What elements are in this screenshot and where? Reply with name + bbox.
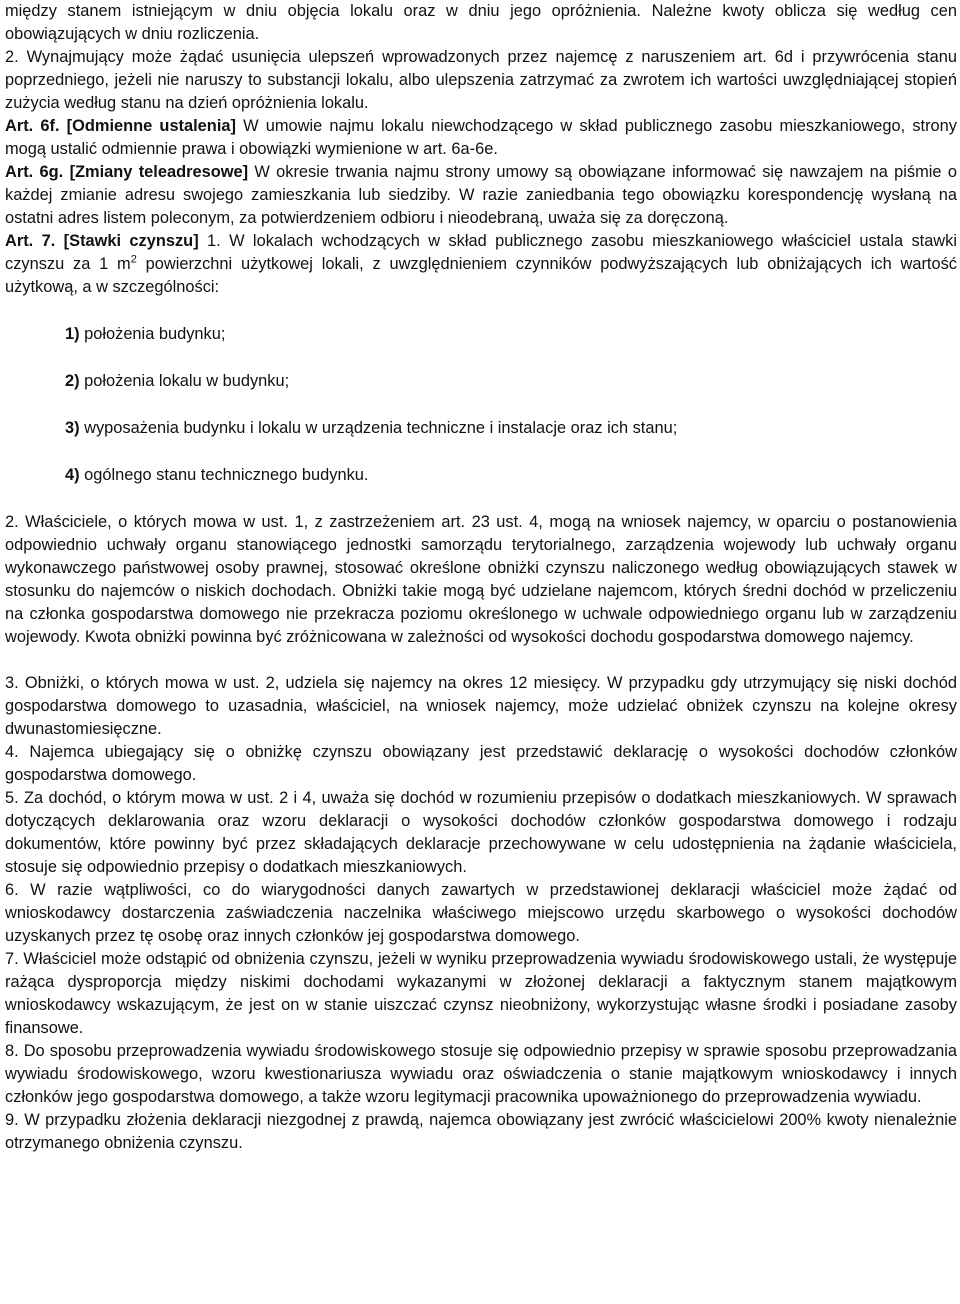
paragraph-ust-3: 3. Obniżki, o których mowa w ust. 2, udziela się najemcy na okres 12 miesięcy. W przypadku gdy utrzymujący się niski dochód gospodarstwa domowego to uzasadnia, właściciel, na wniosek najemcy, może udzielać obniżek czynszu na kolejne okresy dwunastomiesięczne. (5, 674, 957, 738)
article-7-superscript: 2 (130, 253, 137, 266)
list-item-number: 3) (65, 419, 80, 437)
article-6f-label: Art. 6f. (5, 117, 60, 135)
article-6f-text: W umowie najmu lokalu niewchodzącego w skład publicznego zasobu mieszkaniowego, strony mogą ustalić odmiennie prawa i obowiązki wymienione w art. 6a-6e. (5, 117, 957, 158)
paragraph-ust-7: 7. Właściciel może odstąpić od obniżenia czynszu, jeżeli w wyniku przeprowadzenia wywiadu środowiskowego ustali, że występuje rażąca dysproporcja między niskimi dochodami wykazanymi w złożonej deklaracji a faktycznym stanem majątkowym wnioskodawcy wskazującym, że jest on w stanie uiszczać czynsz nieobniżony, wykorzystując własne środki i posiadane zasoby finansowe. (5, 950, 957, 1037)
article-6f-title: [Odmienne ustalenia] (66, 117, 236, 135)
list-item (65, 370, 957, 393)
list-item (65, 323, 957, 346)
paragraph-ust-8: 8. Do sposobu przeprowadzenia wywiadu środowiskowego stosuje się odpowiednio przepisy w sprawie sposobu przeprowadzania wywiadu środowiskowego, wzoru kwestionariusza wywiadu oraz oświadczenia o stanie majątkowym wnioskodawcy i innych członków jego gospodarstwa domowego, a także wzoru legitymacji pracownika upoważnionego do przeprowadzenia wywiadu. (5, 1042, 957, 1106)
document-page (5, 0, 957, 1155)
paragraph-ust-4: 4. Najemca ubiegający się o obniżkę czynszu obowiązany jest przedstawić deklarację o wysokości dochodów członków gospodarstwa domowego. (5, 743, 957, 784)
paragraph-ust-2: 2. Właściciele, o których mowa w ust. 1, z zastrzeżeniem art. 23 ust. 4, mogą na wniosek najemcy, w oparciu o postanowienia odpowiednio uchwały organu stanowiącego jednostki samorządu terytorialnego, zarządzenia wojewody lub uchwały organu wykonawczego państwowej osoby prawnej, stosować określone obniżki czynszu naliczonego według obowiązujących stawek w stosunku do najemców o niskich dochodach. Obniżki takie mogą być udzielane najemcom, których średni dochód w przeliczeniu na członka gospodarstwa domowego nie przekracza poziomu określonego w uchwale odpowiedniego organu lub w zarządzeniu wojewody. Kwota obniżki powinna być zróżnicowana w zależności od wysokości dochodu gospodarstwa domowego najemcy. (5, 513, 957, 646)
article-6g-label: Art. 6g. (5, 163, 64, 181)
paragraph-ust-9: 9. W przypadku złożenia deklaracji niezgodnej z prawdą, najemca obowiązany jest zwrócić właścicielowi 200% kwoty nienależnie otrzymanego obniżenia czynszu. (5, 1111, 957, 1152)
list-item-number: 1) (65, 325, 80, 343)
list-item-text: ogólnego stanu technicznego budynku. (79, 466, 369, 484)
article-6g-text: W okresie trwania najmu strony umowy są obowiązane informować się nawzajem na piśmie o każdej zmianie adresu swojego zamieszkania lub siedziby. W razie zaniedbania tego obowiązku korespondencję wysłaną na ostatni adres listem poleconym, za potwierdzeniem odbioru i nieodebraną, uważa się za doręczoną. (5, 163, 957, 227)
list-item (65, 464, 957, 487)
paragraph-p1: między stanem istniejącym w dniu objęcia lokalu oraz w dniu jego opróżnienia. Należne kwoty oblicza się według cen obowiązujących w dniu rozliczenia. (5, 2, 957, 43)
article-7-label: Art. 7. (5, 232, 56, 250)
list-item-number: 4) (65, 466, 80, 484)
article-7-text-b: powierzchni użytkowej lokali, z uwzględnieniem czynników podwyższających lub obniżających ich wartość użytkową, a w szczególności: (5, 255, 957, 296)
list-item-number: 2) (65, 372, 80, 390)
list-item-text: położenia budynku; (79, 325, 226, 343)
list-item-text: wyposażenia budynku i lokalu w urządzenia techniczne i instalacje oraz ich stanu; (79, 419, 678, 437)
list-item-text: położenia lokalu w budynku; (79, 372, 290, 390)
paragraph-p2: 2. Wynajmujący może żądać usunięcia ulepszeń wprowadzonych przez najemcę z naruszeniem art. 6d i przywrócenia stanu poprzedniego, jeżeli nie naruszy to substancji lokalu, albo ulepszenia zatrzymać za zwrotem ich wartości uwzględniającej stopień zużycia według stanu na dzień opróżnienia lokalu. (5, 48, 957, 112)
article-7-text-a: 1. W lokalach wchodzących w skład publicznego zasobu mieszkaniowego właściciel ustala stawki czynszu za 1 m (5, 232, 957, 273)
article-7 (5, 230, 957, 299)
paragraph-ust-5: 5. Za dochód, o którym mowa w ust. 2 i 4, uważa się dochód w rozumieniu przepisów o dodatkach mieszkaniowych. W sprawach dotyczących deklarowania oraz wzoru deklaracji o wysokości dochodów członków gospodarstwa domowego i rodzaju dokumentów, które powinny być przez składających deklaracje przechowywane w celu udostępnienia na żądanie właściciela, stosuje się odpowiednio przepisy o dodatkach mieszkaniowych. (5, 789, 957, 876)
article-6g-title: [Zmiany teleadresowe] (69, 163, 249, 181)
article-6f (5, 115, 957, 161)
paragraph-ust-6: 6. W razie wątpliwości, co do wiarygodności danych zawartych w przedstawionej deklaracji właściciel może żądać od wnioskodawcy dostarczenia zaświadczenia naczelnika właściwego miejscowo urzędu skarbowego o wysokości dochodów uzyskanych przez tę osobę oraz innych członków jej gospodarstwa domowego. (5, 881, 957, 945)
factor-list (5, 323, 957, 487)
list-item (65, 417, 957, 440)
article-7-title: [Stawki czynszu] (63, 232, 199, 250)
article-6g (5, 161, 957, 230)
